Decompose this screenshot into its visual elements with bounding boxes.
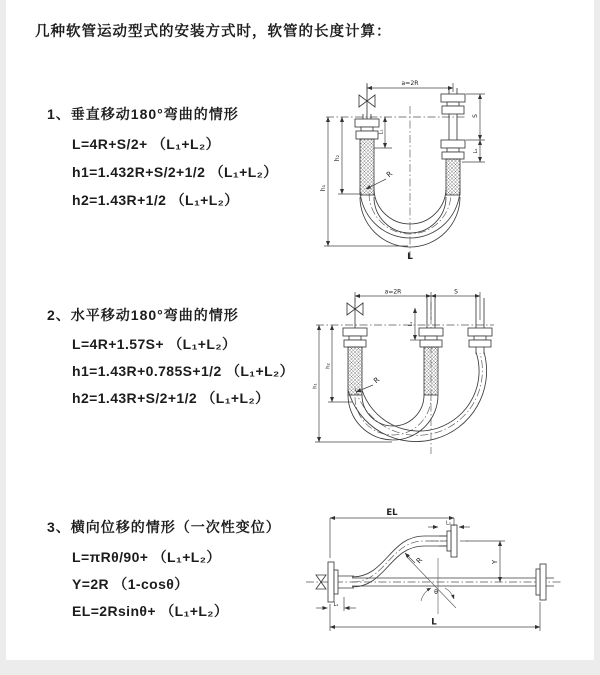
section-2-formula-h1: h1=1.43R+0.785S+1/2 （L₁+L₂） (72, 363, 295, 379)
dim-stroke-label: S (454, 288, 458, 296)
angle-label: θ (434, 589, 438, 596)
section-1-formula-h1: h1=1.432R+S/2+1/2 （L₁+L₂） (72, 164, 278, 180)
annotations (405, 553, 424, 565)
diagram-lateral-displacement (298, 502, 598, 647)
dim-l1-label: L₁ (378, 129, 385, 135)
centerlines (316, 302, 494, 454)
diagram-horizontal-movement (306, 282, 596, 457)
section-2-formula-L: L=4R+1.57S+ （L₁+L₂） (72, 336, 237, 352)
dim-y-label: Y (491, 559, 499, 565)
page-title: 几种软管运动型式的安装方式时，软管的长度计算： (35, 24, 392, 40)
section-3-formula-L: L=πRθ/90+ （L₁+L₂） (72, 549, 221, 565)
dim-el-label: EL (386, 508, 398, 518)
dim-l-label: L (431, 617, 437, 628)
section-3-heading: 3、横向位移的情形（一次性变位） (47, 519, 281, 535)
braided-hose-section (348, 347, 362, 395)
dim-span-label: a=2R (384, 288, 402, 296)
section-1-heading: 1、垂直移动180°弯曲的情形 (47, 106, 239, 122)
bottom-right-flange (536, 564, 546, 600)
hose-position-near (348, 395, 438, 440)
radius-label: R (384, 169, 395, 180)
construction-lines (406, 556, 456, 614)
dim-h2-label: h₂ (334, 154, 341, 162)
dim-l1-label: L₁ (408, 321, 414, 327)
dim-span-label: a=2R (401, 80, 419, 87)
document-page (6, 0, 594, 660)
dim-h1-label: h₁ (312, 383, 319, 389)
hose-position-far (348, 352, 487, 442)
section-2-heading: 2、水平移动180°弯曲的情形 (47, 307, 239, 323)
diagram-vertical-movement (312, 70, 592, 262)
section-1-formula-L: L=4R+S/2+ （L₁+L₂） (72, 136, 220, 152)
dim-l2-label: L₂ (445, 520, 452, 527)
right-pipe-fitting (441, 88, 465, 195)
valve-icon (347, 298, 363, 328)
length-label: L (407, 252, 413, 262)
section-1-formula-h2: h2=1.43R+1/2 （L₁+L₂） (72, 192, 239, 208)
radius-label: R (371, 375, 382, 386)
s-curve-hose (352, 536, 451, 587)
dim-l1-label: L₁ (333, 602, 339, 608)
dim-h1-label: h₁ (320, 184, 327, 192)
left-pipe-fitting (355, 114, 379, 195)
section-2-formula-h2: h2=1.43R+S/2+1/2 （L₁+L₂） (72, 390, 270, 406)
section-3-formula-EL: EL=2Rsinθ+ （L₁+L₂） (72, 603, 229, 619)
radius-label: R (414, 555, 425, 566)
dim-h2-label: h₂ (325, 363, 332, 369)
dimensions (316, 508, 540, 631)
left-pipe-fitting (343, 328, 367, 395)
braided-hose-section (424, 347, 438, 395)
dim-l2-label: L₂ (473, 148, 479, 154)
braided-hose-section (446, 159, 460, 195)
dim-stroke-label: S (472, 114, 479, 118)
braided-hose-section (360, 139, 374, 195)
section-3-formula-Y: Y=2R （1-cosθ） (72, 576, 189, 592)
